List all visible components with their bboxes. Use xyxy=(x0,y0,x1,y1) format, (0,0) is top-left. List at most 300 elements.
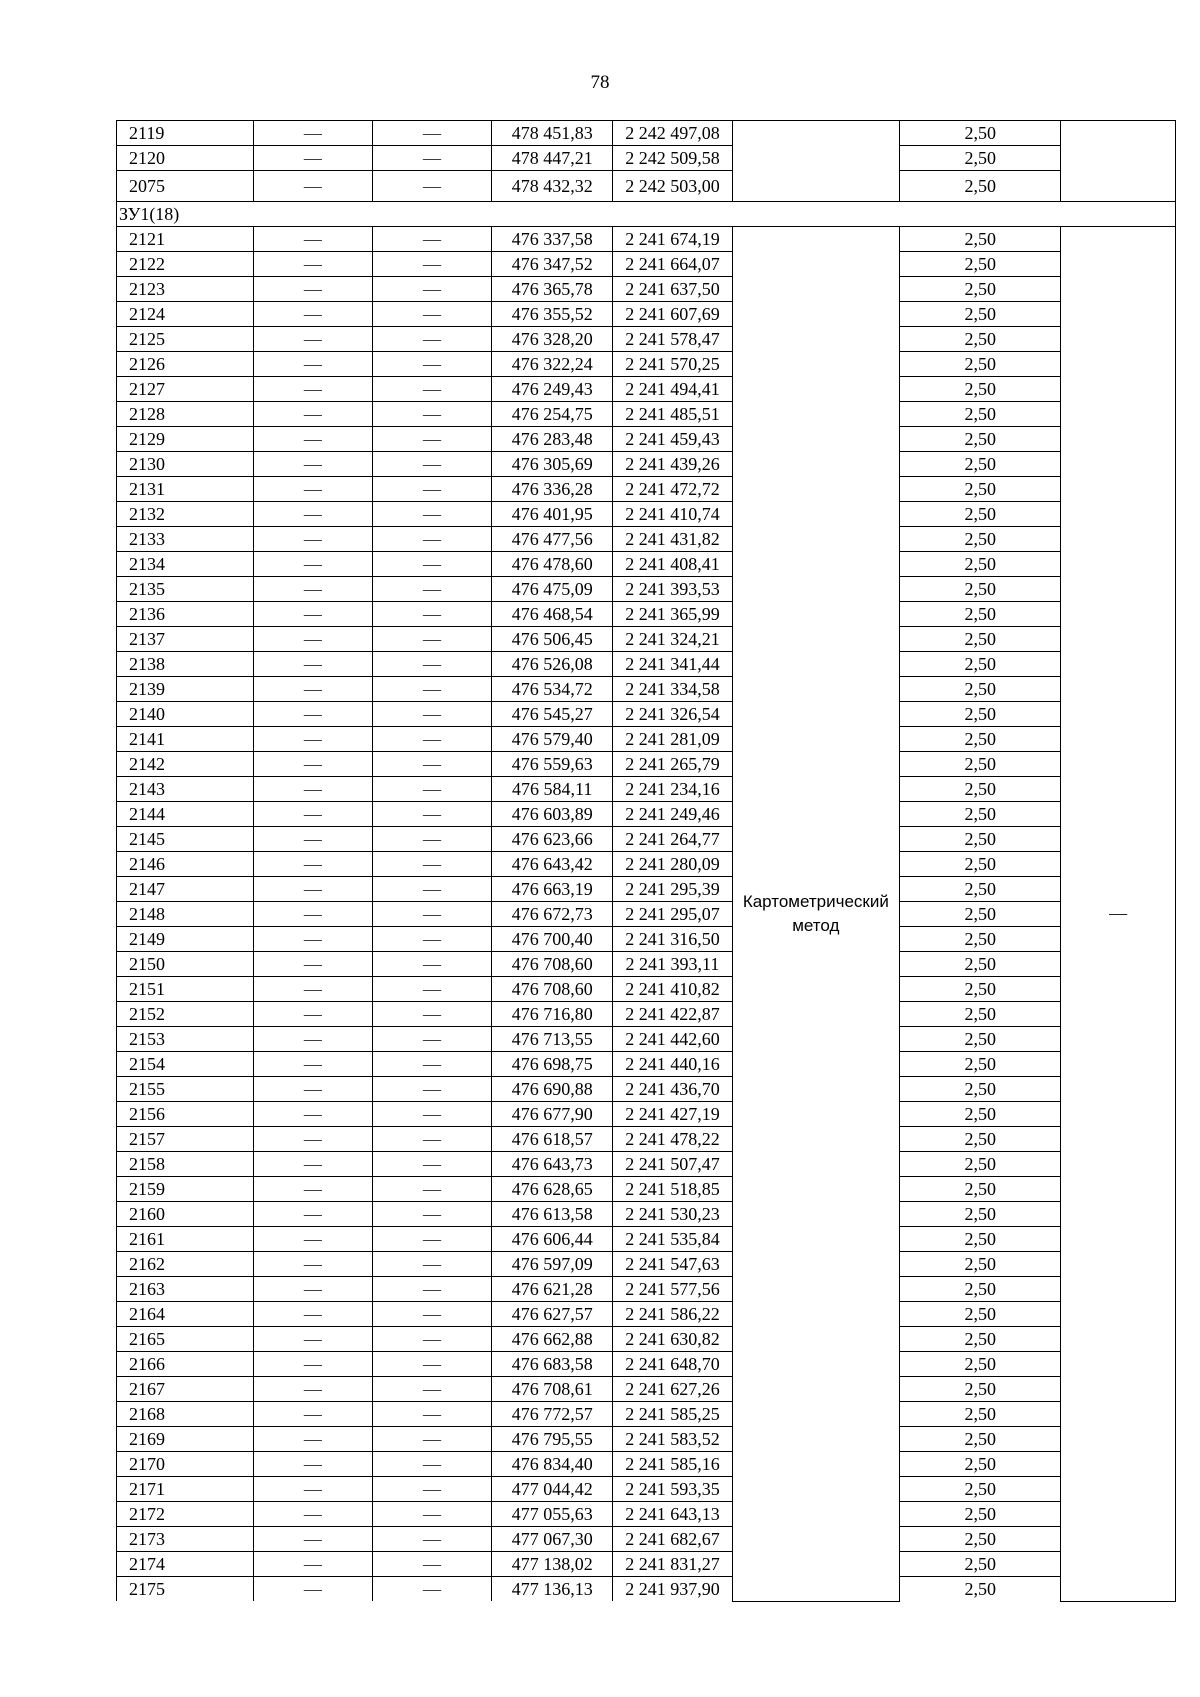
new-x: 476 478,60 xyxy=(492,552,613,577)
table-row xyxy=(117,1302,1176,1327)
point-number: 2175 xyxy=(117,1577,254,1602)
table-row xyxy=(117,802,1176,827)
accuracy: 2,50 xyxy=(900,1002,1061,1027)
accuracy: 2,50 xyxy=(900,1102,1061,1127)
old-x: — xyxy=(253,1502,372,1527)
new-y: 2 241 586,22 xyxy=(613,1302,732,1327)
old-x: — xyxy=(253,1252,372,1277)
new-x: 476 834,40 xyxy=(492,1452,613,1477)
new-x: 476 579,40 xyxy=(492,727,613,752)
old-y: — xyxy=(372,402,491,427)
point-number: 2138 xyxy=(117,652,254,677)
old-y: — xyxy=(372,1177,491,1202)
old-y: — xyxy=(372,427,491,452)
old-y: — xyxy=(372,502,491,527)
point-number: 2153 xyxy=(117,1027,254,1052)
accuracy: 2,50 xyxy=(900,552,1061,577)
point-number: 2162 xyxy=(117,1252,254,1277)
accuracy: 2,50 xyxy=(900,427,1061,452)
table-row xyxy=(117,527,1176,552)
old-x: — xyxy=(253,402,372,427)
new-y: 2 241 507,47 xyxy=(613,1152,732,1177)
new-y: 2 241 393,11 xyxy=(613,952,732,977)
new-x: 476 336,28 xyxy=(492,477,613,502)
table-row xyxy=(117,602,1176,627)
point-number: 2166 xyxy=(117,1352,254,1377)
new-x: 476 708,60 xyxy=(492,977,613,1002)
old-y: — xyxy=(372,1302,491,1327)
point-number: 2075 xyxy=(117,171,254,202)
accuracy: 2,50 xyxy=(900,977,1061,1002)
new-y: 2 241 249,46 xyxy=(613,802,732,827)
new-y: 2 241 648,70 xyxy=(613,1352,732,1377)
new-x: 477 067,30 xyxy=(492,1527,613,1552)
table-row xyxy=(117,171,1176,202)
new-y: 2 241 664,07 xyxy=(613,252,732,277)
old-y: — xyxy=(372,1527,491,1552)
new-y: 2 241 265,79 xyxy=(613,752,732,777)
new-x: 476 249,43 xyxy=(492,377,613,402)
new-x: 476 672,73 xyxy=(492,902,613,927)
new-y: 2 241 431,82 xyxy=(613,527,732,552)
old-y: — xyxy=(372,1277,491,1302)
new-y: 2 241 577,56 xyxy=(613,1277,732,1302)
note-cell: — xyxy=(1061,227,1176,1602)
old-x: — xyxy=(253,252,372,277)
point-number: 2144 xyxy=(117,802,254,827)
new-x: 476 305,69 xyxy=(492,452,613,477)
old-y: — xyxy=(372,1252,491,1277)
old-y: — xyxy=(372,1202,491,1227)
method-cell: Картометрический метод xyxy=(732,227,900,1602)
table-row xyxy=(117,1152,1176,1177)
old-y: — xyxy=(372,952,491,977)
table-row xyxy=(117,652,1176,677)
old-x: — xyxy=(253,227,372,252)
accuracy: 2,50 xyxy=(900,877,1061,902)
old-x: — xyxy=(253,652,372,677)
new-x: 476 283,48 xyxy=(492,427,613,452)
table-row xyxy=(117,552,1176,577)
old-y: — xyxy=(372,1327,491,1352)
old-y: — xyxy=(372,121,491,146)
accuracy: 2,50 xyxy=(900,1202,1061,1227)
old-x: — xyxy=(253,877,372,902)
table-row xyxy=(117,1002,1176,1027)
accuracy: 2,50 xyxy=(900,327,1061,352)
old-y: — xyxy=(372,1452,491,1477)
new-x: 476 328,20 xyxy=(492,327,613,352)
new-x: 478 447,21 xyxy=(492,146,613,171)
new-x: 476 690,88 xyxy=(492,1077,613,1102)
old-x: — xyxy=(253,1327,372,1352)
table-row xyxy=(117,627,1176,652)
point-number: 2129 xyxy=(117,427,254,452)
old-x: — xyxy=(253,327,372,352)
old-y: — xyxy=(372,1077,491,1102)
table-row xyxy=(117,1077,1176,1102)
table-row xyxy=(117,727,1176,752)
new-y: 2 242 503,00 xyxy=(613,171,732,202)
old-y: — xyxy=(372,577,491,602)
table-row xyxy=(117,877,1176,902)
old-y: — xyxy=(372,627,491,652)
accuracy: 2,50 xyxy=(900,277,1061,302)
accuracy: 2,50 xyxy=(900,1327,1061,1352)
accuracy: 2,50 xyxy=(900,402,1061,427)
new-y: 2 241 627,26 xyxy=(613,1377,732,1402)
new-y: 2 241 442,60 xyxy=(613,1027,732,1052)
table-row xyxy=(117,1352,1176,1377)
new-x: 476 613,58 xyxy=(492,1202,613,1227)
old-y: — xyxy=(372,777,491,802)
new-y: 2 241 547,63 xyxy=(613,1252,732,1277)
accuracy: 2,50 xyxy=(900,1177,1061,1202)
accuracy: 2,50 xyxy=(900,777,1061,802)
new-x: 478 432,32 xyxy=(492,171,613,202)
page-number: 78 xyxy=(590,72,610,93)
accuracy: 2,50 xyxy=(900,1352,1061,1377)
old-x: — xyxy=(253,1527,372,1552)
old-y: — xyxy=(372,752,491,777)
accuracy: 2,50 xyxy=(900,1052,1061,1077)
table-row xyxy=(117,1177,1176,1202)
accuracy: 2,50 xyxy=(900,1227,1061,1252)
coordinates-table xyxy=(116,120,1176,1602)
old-y: — xyxy=(372,146,491,171)
accuracy: 2,50 xyxy=(900,1527,1061,1552)
old-y: — xyxy=(372,377,491,402)
point-number: 2133 xyxy=(117,527,254,552)
new-y: 2 241 485,51 xyxy=(613,402,732,427)
accuracy: 2,50 xyxy=(900,727,1061,752)
accuracy: 2,50 xyxy=(900,1377,1061,1402)
new-x: 476 534,72 xyxy=(492,677,613,702)
accuracy: 2,50 xyxy=(900,702,1061,727)
old-x: — xyxy=(253,302,372,327)
accuracy: 2,50 xyxy=(900,1027,1061,1052)
old-x: — xyxy=(253,1052,372,1077)
table-row xyxy=(117,1552,1176,1577)
new-y: 2 241 393,53 xyxy=(613,577,732,602)
table-row xyxy=(117,1527,1176,1552)
table-row xyxy=(117,1102,1176,1127)
new-x: 476 545,27 xyxy=(492,702,613,727)
new-x: 476 606,44 xyxy=(492,1227,613,1252)
new-x: 476 643,42 xyxy=(492,852,613,877)
accuracy: 2,50 xyxy=(900,827,1061,852)
new-x: 476 355,52 xyxy=(492,302,613,327)
new-y: 2 241 410,74 xyxy=(613,502,732,527)
accuracy: 2,50 xyxy=(900,1127,1061,1152)
old-x: — xyxy=(253,452,372,477)
old-x: — xyxy=(253,377,372,402)
point-number: 2173 xyxy=(117,1527,254,1552)
new-y: 2 241 295,39 xyxy=(613,877,732,902)
method-cell xyxy=(732,121,900,202)
new-y: 2 241 593,35 xyxy=(613,1477,732,1502)
table-row xyxy=(117,1427,1176,1452)
new-y: 2 241 326,54 xyxy=(613,702,732,727)
point-number: 2120 xyxy=(117,146,254,171)
old-y: — xyxy=(372,677,491,702)
new-x: 476 698,75 xyxy=(492,1052,613,1077)
new-y: 2 241 478,22 xyxy=(613,1127,732,1152)
old-x: — xyxy=(253,1377,372,1402)
point-number: 2126 xyxy=(117,352,254,377)
accuracy: 2,50 xyxy=(900,752,1061,777)
accuracy: 2,50 xyxy=(900,1302,1061,1327)
new-y: 2 241 570,25 xyxy=(613,352,732,377)
table-row xyxy=(117,1452,1176,1477)
point-number: 2157 xyxy=(117,1127,254,1152)
old-y: — xyxy=(372,1477,491,1502)
table-row xyxy=(117,477,1176,502)
new-y: 2 241 578,47 xyxy=(613,327,732,352)
point-number: 2152 xyxy=(117,1002,254,1027)
old-x: — xyxy=(253,677,372,702)
accuracy: 2,50 xyxy=(900,452,1061,477)
accuracy: 2,50 xyxy=(900,952,1061,977)
point-number: 2169 xyxy=(117,1427,254,1452)
point-number: 2159 xyxy=(117,1177,254,1202)
new-x: 476 716,80 xyxy=(492,1002,613,1027)
accuracy: 2,50 xyxy=(900,677,1061,702)
old-x: — xyxy=(253,577,372,602)
old-x: — xyxy=(253,552,372,577)
old-y: — xyxy=(372,252,491,277)
accuracy: 2,50 xyxy=(900,927,1061,952)
point-number: 2164 xyxy=(117,1302,254,1327)
old-y: — xyxy=(372,877,491,902)
new-x: 476 401,95 xyxy=(492,502,613,527)
new-x: 477 138,02 xyxy=(492,1552,613,1577)
table-row xyxy=(117,1377,1176,1402)
new-y: 2 241 422,87 xyxy=(613,1002,732,1027)
accuracy: 2,50 xyxy=(900,121,1061,146)
section-row xyxy=(117,202,1176,227)
table-row xyxy=(117,777,1176,802)
old-x: — xyxy=(253,902,372,927)
old-x: — xyxy=(253,952,372,977)
old-x: — xyxy=(253,627,372,652)
new-y: 2 241 682,67 xyxy=(613,1527,732,1552)
old-y: — xyxy=(372,1102,491,1127)
point-number: 2148 xyxy=(117,902,254,927)
table-row xyxy=(117,427,1176,452)
point-number: 2154 xyxy=(117,1052,254,1077)
new-x: 476 526,08 xyxy=(492,652,613,677)
point-number: 2123 xyxy=(117,277,254,302)
new-y: 2 241 643,13 xyxy=(613,1502,732,1527)
old-y: — xyxy=(372,1377,491,1402)
old-x: — xyxy=(253,602,372,627)
accuracy: 2,50 xyxy=(900,1402,1061,1427)
old-y: — xyxy=(372,352,491,377)
new-x: 476 597,09 xyxy=(492,1252,613,1277)
table-row xyxy=(117,352,1176,377)
point-number: 2128 xyxy=(117,402,254,427)
old-x: — xyxy=(253,1302,372,1327)
old-x: — xyxy=(253,1352,372,1377)
table-row xyxy=(117,577,1176,602)
old-y: — xyxy=(372,1402,491,1427)
old-x: — xyxy=(253,1427,372,1452)
point-number: 2136 xyxy=(117,602,254,627)
table-row xyxy=(117,146,1176,171)
old-x: — xyxy=(253,1102,372,1127)
new-y: 2 241 410,82 xyxy=(613,977,732,1002)
new-y: 2 241 674,19 xyxy=(613,227,732,252)
new-x: 476 322,24 xyxy=(492,352,613,377)
old-x: — xyxy=(253,1402,372,1427)
point-number: 2124 xyxy=(117,302,254,327)
accuracy: 2,50 xyxy=(900,1577,1061,1602)
point-number: 2150 xyxy=(117,952,254,977)
accuracy: 2,50 xyxy=(900,1252,1061,1277)
point-number: 2155 xyxy=(117,1077,254,1102)
new-y: 2 241 585,16 xyxy=(613,1452,732,1477)
old-x: — xyxy=(253,1277,372,1302)
table-row xyxy=(117,377,1176,402)
old-y: — xyxy=(372,852,491,877)
new-y: 2 241 459,43 xyxy=(613,427,732,452)
point-number: 2131 xyxy=(117,477,254,502)
new-y: 2 241 408,41 xyxy=(613,552,732,577)
old-y: — xyxy=(372,302,491,327)
old-x: — xyxy=(253,477,372,502)
new-x: 476 475,09 xyxy=(492,577,613,602)
new-x: 477 136,13 xyxy=(492,1577,613,1602)
point-number: 2137 xyxy=(117,627,254,652)
old-y: — xyxy=(372,1352,491,1377)
point-number: 2134 xyxy=(117,552,254,577)
new-y: 2 241 316,50 xyxy=(613,927,732,952)
new-x: 476 559,63 xyxy=(492,752,613,777)
old-y: — xyxy=(372,227,491,252)
point-number: 2151 xyxy=(117,977,254,1002)
table-row xyxy=(117,1277,1176,1302)
old-y: — xyxy=(372,1552,491,1577)
new-x: 478 451,83 xyxy=(492,121,613,146)
table-row xyxy=(117,277,1176,302)
new-y: 2 241 472,72 xyxy=(613,477,732,502)
table-row xyxy=(117,1477,1176,1502)
old-y: — xyxy=(372,327,491,352)
table-row xyxy=(117,1202,1176,1227)
new-x: 476 618,57 xyxy=(492,1127,613,1152)
accuracy: 2,50 xyxy=(900,1477,1061,1502)
table-row xyxy=(117,702,1176,727)
table-row xyxy=(117,1327,1176,1352)
point-number: 2121 xyxy=(117,227,254,252)
accuracy: 2,50 xyxy=(900,171,1061,202)
table-row xyxy=(117,952,1176,977)
new-y: 2 241 365,99 xyxy=(613,602,732,627)
accuracy: 2,50 xyxy=(900,1427,1061,1452)
point-number: 2146 xyxy=(117,852,254,877)
point-number: 2170 xyxy=(117,1452,254,1477)
table-row xyxy=(117,402,1176,427)
new-x: 476 627,57 xyxy=(492,1302,613,1327)
table-row xyxy=(117,327,1176,352)
new-y: 2 241 234,16 xyxy=(613,777,732,802)
point-number: 2145 xyxy=(117,827,254,852)
old-x: — xyxy=(253,502,372,527)
old-x: — xyxy=(253,1077,372,1102)
old-x: — xyxy=(253,121,372,146)
old-x: — xyxy=(253,1577,372,1602)
old-y: — xyxy=(372,552,491,577)
new-x: 476 772,57 xyxy=(492,1402,613,1427)
accuracy: 2,50 xyxy=(900,627,1061,652)
accuracy: 2,50 xyxy=(900,477,1061,502)
old-x: — xyxy=(253,352,372,377)
point-number: 2168 xyxy=(117,1402,254,1427)
new-y: 2 241 530,23 xyxy=(613,1202,732,1227)
new-x: 476 713,55 xyxy=(492,1027,613,1052)
old-y: — xyxy=(372,277,491,302)
accuracy: 2,50 xyxy=(900,227,1061,252)
new-x: 477 044,42 xyxy=(492,1477,613,1502)
old-y: — xyxy=(372,1577,491,1602)
old-y: — xyxy=(372,1027,491,1052)
table-row xyxy=(117,1402,1176,1427)
old-x: — xyxy=(253,171,372,202)
point-number: 2143 xyxy=(117,777,254,802)
new-y: 2 241 281,09 xyxy=(613,727,732,752)
table-row xyxy=(117,502,1176,527)
old-y: — xyxy=(372,171,491,202)
table-row xyxy=(117,1227,1176,1252)
new-x: 476 662,88 xyxy=(492,1327,613,1352)
new-y: 2 241 585,25 xyxy=(613,1402,732,1427)
accuracy: 2,50 xyxy=(900,802,1061,827)
new-x: 476 623,66 xyxy=(492,827,613,852)
old-x: — xyxy=(253,1127,372,1152)
accuracy: 2,50 xyxy=(900,146,1061,171)
accuracy: 2,50 xyxy=(900,1552,1061,1577)
old-y: — xyxy=(372,1002,491,1027)
new-x: 476 677,90 xyxy=(492,1102,613,1127)
new-y: 2 242 497,08 xyxy=(613,121,732,146)
old-x: — xyxy=(253,1227,372,1252)
new-x: 476 584,11 xyxy=(492,777,613,802)
table-row xyxy=(117,927,1176,952)
old-x: — xyxy=(253,1452,372,1477)
point-number: 2119 xyxy=(117,121,254,146)
new-y: 2 241 341,44 xyxy=(613,652,732,677)
accuracy: 2,50 xyxy=(900,527,1061,552)
new-y: 2 241 607,69 xyxy=(613,302,732,327)
new-x: 476 254,75 xyxy=(492,402,613,427)
old-y: — xyxy=(372,602,491,627)
old-x: — xyxy=(253,1202,372,1227)
new-y: 2 241 334,58 xyxy=(613,677,732,702)
accuracy: 2,50 xyxy=(900,1077,1061,1102)
table-row xyxy=(117,227,1176,252)
new-x: 476 628,65 xyxy=(492,1177,613,1202)
table-row xyxy=(117,677,1176,702)
new-y: 2 241 295,07 xyxy=(613,902,732,927)
table-row xyxy=(117,852,1176,877)
old-x: — xyxy=(253,527,372,552)
new-x: 476 347,52 xyxy=(492,252,613,277)
point-number: 2149 xyxy=(117,927,254,952)
new-x: 476 700,40 xyxy=(492,927,613,952)
new-x: 476 506,45 xyxy=(492,627,613,652)
new-y: 2 241 436,70 xyxy=(613,1077,732,1102)
